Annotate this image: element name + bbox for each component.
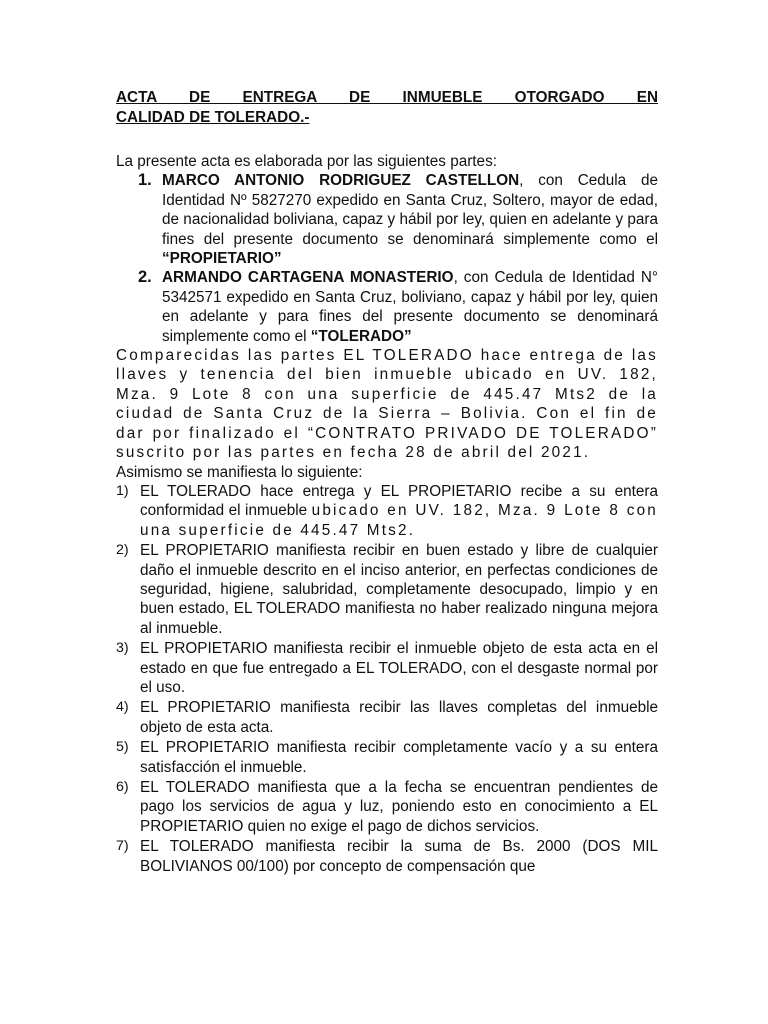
item-text: EL PROPIETARIO manifiesta recibir completamente vacío y a su entera satisfacción el inmueble. [140,739,658,776]
item-text: EL TOLERADO manifiesta recibir la suma de Bs. 2000 (DOS MIL BOLIVIANOS 00/100) por concepto de compensación que [140,838,658,875]
list-item [116,482,658,540]
party-role: “PROPIETARIO” [162,250,282,268]
item-number: 4) [116,699,129,716]
party-name: MARCO ANTONIO RODRIGUEZ CASTELLON [162,172,520,190]
intro-text: La presente acta es elaborada por las siguientes partes: [116,153,497,170]
delivery-paragraph: Comparecidas las partes EL TOLERADO hace entrega de las llaves y tenencia del bien inmueble ubicado en UV. 182, Mza. 9 Lote 8 con una superficie de 445.47 Mts2 de la ciudad de Santa Cruz de la Sierra – Bolivia. Con el fin de dar por finalizado el “CONTRATO PRIVADO DE TOLERADO” suscrito por las partes en fecha 28 de abril del 2021. [116,347,658,462]
item-number: 1) [116,482,129,499]
list-item [116,541,658,638]
list-item [116,738,658,777]
item-text: EL TOLERADO hace entrega y EL PROPIETARIO recibe a su entera conformidad el inmueble [140,482,658,520]
party-item [116,171,658,268]
party-item [116,268,658,346]
party-name: ARMANDO CARTAGENA MONASTERIO [162,269,454,287]
party-number: 1. [138,171,152,190]
list-item [116,698,658,737]
item-text: EL PROPIETARIO manifiesta recibir el inmueble objeto de esta acta en el estado en que fue entregado a EL TOLERADO, con el desgaste normal por el uso. [140,640,658,696]
item-number: 2) [116,542,129,559]
list-item [116,837,658,876]
manifest-list [116,482,658,876]
item-number: 6) [116,779,129,795]
title-line-1: ACTA DE ENTREGA DE INMUEBLE OTORGADO EN [116,89,658,106]
parties-list [116,171,658,346]
item-number: 5) [116,739,129,756]
party-role: “TOLERADO” [310,327,412,345]
document-title [116,88,658,128]
party-text: , con Cedula de Identidad Nº 5827270 expedido en Santa Cruz, Soltero, mayor de edad, de nacionalidad boliviana, capaz y hábil por ley, quien en adelante y para fines del presente documento se denominará simplemente como el [162,172,659,248]
title-line-2: CALIDAD DE TOLERADO.- [116,109,310,126]
item-text: EL TOLERADO manifiesta que a la fecha se encuentran pendientes de pago los servicios de agua y luz, poniendo esto en conocimiento a EL PROPIETARIO quien no exige el pago de dichos servicios. [140,779,658,835]
list-item [116,639,658,697]
document-page [116,88,658,877]
item-spaced-text: ubicado en UV. 182, Mza. 9 Lote 8 con una superficie de 445.47 Mts2. [140,502,658,539]
item-number: 7) [116,838,129,855]
item-text: EL PROPIETARIO manifiesta recibir las llaves completas del inmueble objeto de esta acta. [140,699,658,736]
item-number: 3) [116,640,129,657]
list-item [116,778,658,836]
manifest-intro: Asimismo se manifiesta lo siguiente: [116,463,363,481]
item-text: EL PROPIETARIO manifiesta recibir en buen estado y libre de cualquier daño el inmueble descrito en el inciso anterior, en perfectas condiciones de seguridad, higiene, salubridad, completamente desocupado, limpio y en buen estado, EL TOLERADO manifiesta no haber realizado ninguna mejora al inmueble. [140,542,658,637]
party-number: 2. [138,268,152,287]
party-text: , con Cedula de Identidad N° 5342571 expedido en Santa Cruz, boliviano, capaz y hábil por ley, quien en adelante y para fines del presente documento se denominará simplemente como el [162,269,658,345]
